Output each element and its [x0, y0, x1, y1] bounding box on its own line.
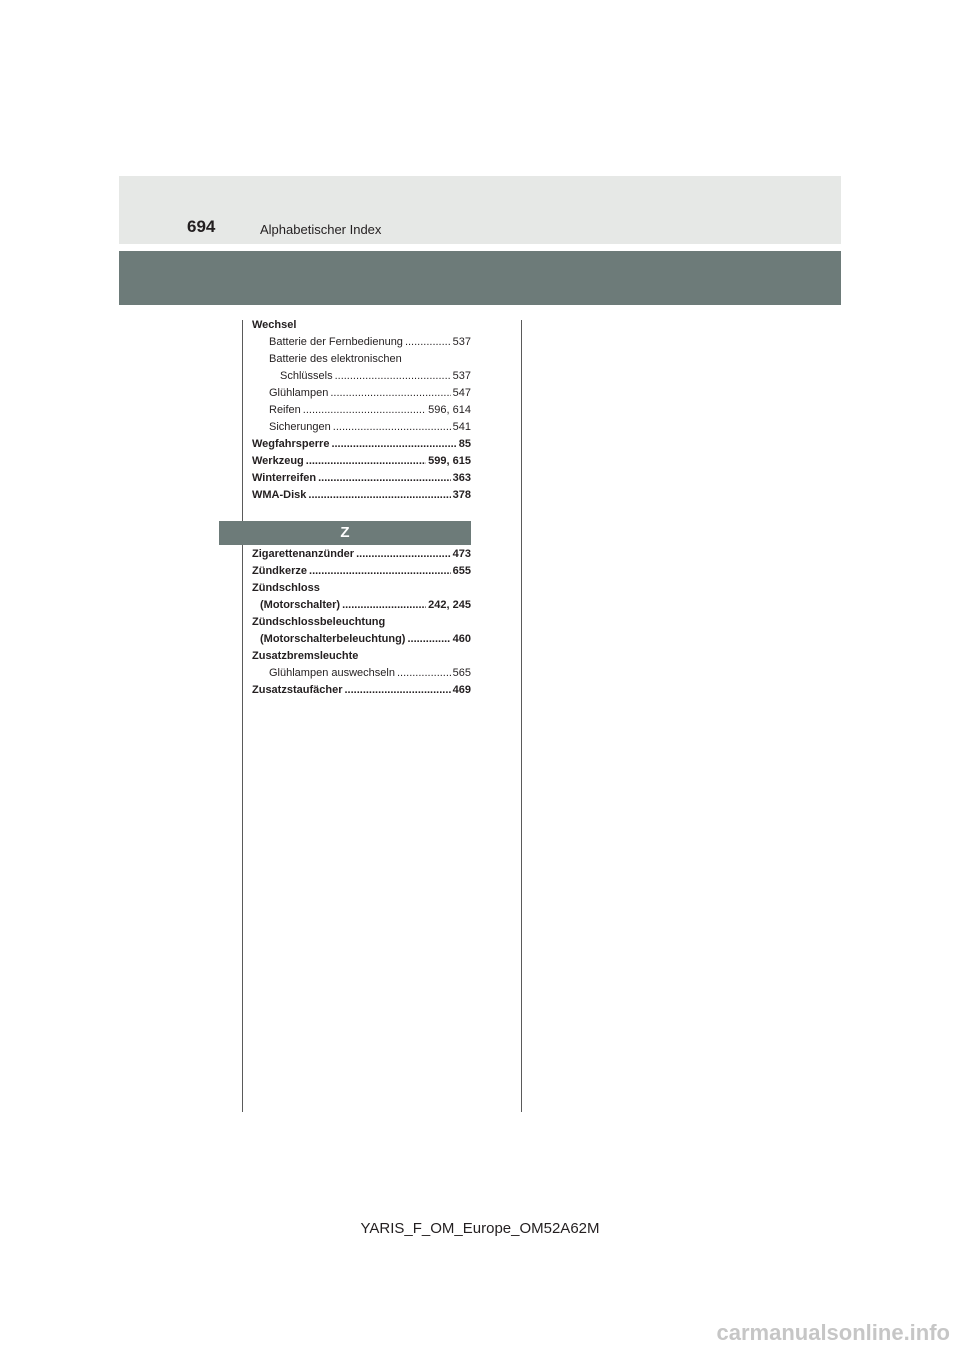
entry-page: 655 — [452, 565, 471, 577]
entry-label: Wegfahrsperre — [252, 438, 330, 450]
entry-label: (Motorschalter) — [260, 599, 341, 611]
index-entry-gluehlampen-auswechseln — [252, 665, 471, 682]
entry-label: Zigarettenanzünder — [252, 548, 355, 560]
entry-label: Reifen — [269, 404, 301, 416]
entry-label: Glühlampen — [269, 387, 329, 399]
entry-page: 541 — [452, 421, 471, 433]
header-band — [119, 251, 841, 305]
document-footer: YARIS_F_OM_Europe_OM52A62M — [360, 1220, 600, 1237]
entry-label: Schlüssels — [280, 370, 333, 382]
dot-leader — [318, 470, 451, 487]
entry-page: 596, 614 — [428, 404, 471, 416]
page-header — [119, 176, 841, 244]
dot-leader — [303, 402, 426, 419]
index-entry-zuendschlossbeleuchtung-line1: Zündschlossbeleuchtung — [252, 616, 386, 628]
entry-page: 469 — [452, 684, 471, 696]
index-entry-zusatzstaufaecher — [252, 682, 471, 699]
entry-page: 537 — [452, 336, 471, 348]
entry-label: Winterreifen — [252, 472, 317, 484]
entry-label: Sicherungen — [269, 421, 331, 433]
entry-page: 378 — [452, 489, 471, 501]
section-title: Alphabetischer Index — [260, 222, 382, 237]
dot-leader — [330, 385, 450, 402]
dot-leader — [306, 453, 426, 470]
page-number: 694 — [187, 217, 216, 236]
dot-leader — [407, 631, 450, 648]
index-entry-sicherungen — [252, 419, 471, 436]
index-entry-werkzeug — [252, 453, 471, 470]
entry-page: 363 — [452, 472, 471, 484]
entry-label: Werkzeug — [252, 455, 304, 467]
dot-leader — [344, 682, 450, 699]
entry-label: Batterie der Fernbedienung — [269, 336, 403, 348]
dot-leader — [335, 368, 451, 385]
dot-leader — [308, 487, 450, 504]
index-column-w — [252, 317, 471, 504]
index-entry-batterie-schluessel-line1: Batterie des elektronischen — [269, 353, 402, 365]
entry-label: WMA-Disk — [252, 489, 307, 501]
index-entry-reifen — [252, 402, 471, 419]
column-divider-left — [242, 320, 243, 1112]
entry-page: 547 — [452, 387, 471, 399]
dot-leader — [342, 597, 426, 614]
index-entry-wma-disk — [252, 487, 471, 504]
index-heading-zusatzbremsleuchte: Zusatzbremsleuchte — [252, 650, 359, 662]
entry-page: 242, 245 — [428, 599, 471, 611]
dot-leader — [309, 563, 451, 580]
dot-leader — [405, 334, 451, 351]
index-entry-zuendschloss — [252, 597, 471, 614]
entry-page: 473 — [452, 548, 471, 560]
index-entry-batterie-fernbedienung — [252, 334, 471, 351]
index-entry-batterie-schluessel — [252, 368, 471, 385]
index-entry-wegfahrsperre — [252, 436, 471, 453]
entry-page: 599, 615 — [428, 455, 471, 467]
watermark: carmanualsonline.info — [716, 1320, 950, 1345]
index-entry-zuendschlossbeleuchtung — [252, 631, 471, 648]
index-column-z — [252, 546, 471, 699]
index-letter-z: Z — [219, 521, 471, 545]
dot-leader — [397, 665, 451, 682]
dot-leader — [333, 419, 451, 436]
entry-page: 565 — [452, 667, 471, 679]
index-entry-zuendkerze — [252, 563, 471, 580]
dot-leader — [331, 436, 456, 453]
entry-label: (Motorschalterbeleuchtung) — [260, 633, 406, 645]
entry-page: 85 — [458, 438, 471, 450]
index-entry-zuendschloss-line1: Zündschloss — [252, 582, 320, 594]
index-entry-gluehlampen — [252, 385, 471, 402]
index-entry-winterreifen — [252, 470, 471, 487]
entry-label: Zündkerze — [252, 565, 308, 577]
dot-leader — [356, 546, 451, 563]
index-entry-zigarettenanzuender — [252, 546, 471, 563]
entry-page: 537 — [452, 370, 471, 382]
entry-page: 460 — [452, 633, 471, 645]
column-divider-right — [521, 320, 522, 1112]
index-heading-wechsel: Wechsel — [252, 319, 297, 331]
entry-label: Glühlampen auswechseln — [269, 667, 395, 679]
entry-label: Zusatzstaufächer — [252, 684, 343, 696]
